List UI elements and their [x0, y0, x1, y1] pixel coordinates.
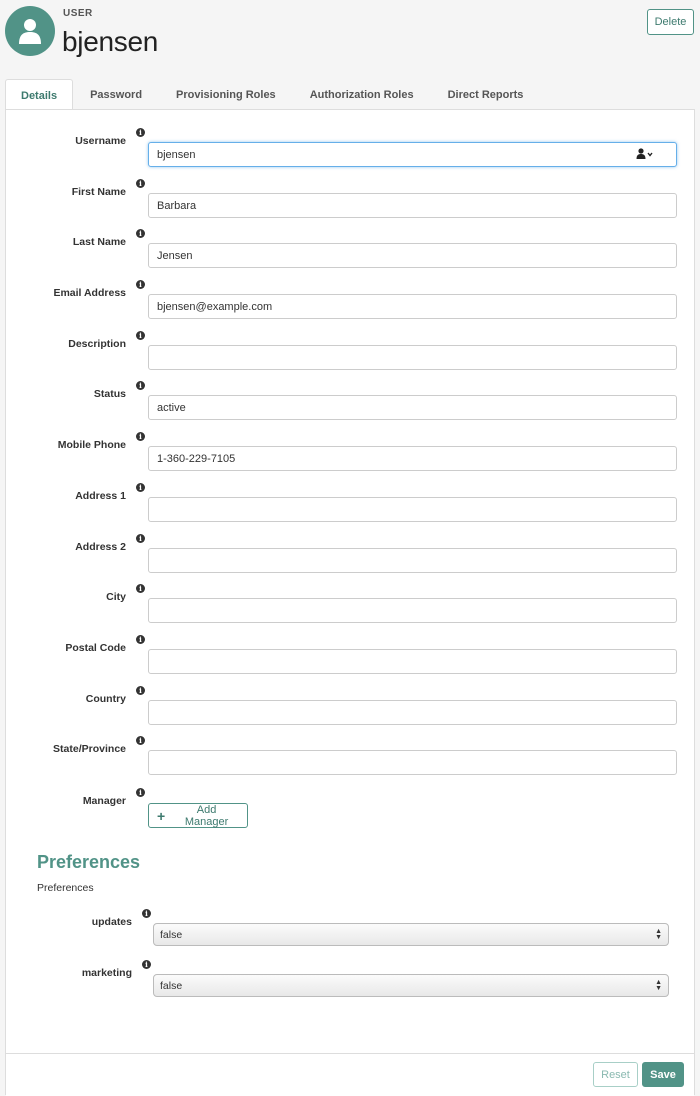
reset-button[interactable]: Reset — [593, 1062, 638, 1087]
marketing-select[interactable] — [153, 974, 669, 997]
details-panel — [5, 109, 695, 1095]
info-icon[interactable]: i — [136, 179, 145, 188]
page-header — [0, 0, 700, 78]
address2-row — [6, 534, 696, 567]
city-label: City — [106, 591, 126, 603]
mobile-phone-label: Mobile Phone — [57, 439, 126, 451]
status-input[interactable] — [148, 395, 677, 420]
updates-label: updates — [91, 916, 132, 928]
info-icon[interactable]: i — [136, 381, 145, 390]
tab-provisioning-roles[interactable]: Provisioning Roles — [176, 89, 276, 101]
tab-authorization-roles[interactable]: Authorization Roles — [309, 89, 414, 101]
info-icon[interactable]: i — [142, 960, 151, 969]
address1-row — [6, 483, 696, 516]
last-name-row — [6, 229, 696, 262]
description-label: Description — [68, 338, 126, 350]
first-name-label: First Name — [71, 186, 126, 198]
form-footer — [6, 1053, 694, 1096]
email-label: Email Address — [53, 287, 126, 299]
user-avatar-icon — [5, 6, 55, 56]
page-title: bjensen — [62, 26, 158, 57]
info-icon[interactable]: i — [136, 432, 145, 441]
manager-row — [6, 788, 696, 828]
state-province-input[interactable] — [148, 750, 677, 775]
updates-selected-value: false — [160, 928, 183, 941]
preferences-subtitle: Preferences — [37, 882, 94, 894]
address2-input[interactable] — [148, 548, 677, 573]
tab-password[interactable]: Password — [90, 89, 143, 101]
info-icon[interactable]: i — [136, 128, 145, 137]
email-row — [6, 280, 696, 313]
last-name-label: Last Name — [72, 236, 126, 248]
preferences-heading: Preferences — [37, 852, 141, 872]
marketing-selected-value: false — [160, 979, 183, 992]
info-icon[interactable]: i — [136, 736, 145, 745]
country-label: Country — [85, 693, 126, 705]
entity-type-label: USER — [63, 8, 93, 19]
first-name-row — [6, 179, 696, 212]
info-icon[interactable]: i — [136, 788, 145, 797]
country-input[interactable] — [148, 700, 677, 725]
info-icon[interactable]: i — [136, 635, 145, 644]
mobile-phone-row — [6, 432, 696, 465]
address1-input[interactable] — [148, 497, 677, 522]
first-name-input[interactable] — [148, 193, 677, 218]
delete-button[interactable]: Delete — [647, 9, 694, 35]
postal-code-row — [6, 635, 696, 668]
add-manager-label: Add Manager — [184, 803, 229, 828]
user-lookup-icon[interactable] — [636, 148, 654, 160]
postal-code-input[interactable] — [148, 649, 677, 674]
info-icon[interactable]: i — [136, 280, 145, 289]
status-label: Status — [93, 388, 126, 400]
select-arrows-icon: ▲ ▼ — [655, 927, 662, 941]
select-arrows-icon: ▲ ▼ — [655, 978, 662, 992]
city-input[interactable] — [148, 598, 677, 623]
info-icon[interactable]: i — [136, 483, 145, 492]
save-button[interactable]: Save — [642, 1062, 684, 1087]
description-input[interactable] — [148, 345, 677, 370]
add-manager-button[interactable] — [148, 803, 248, 828]
plus-icon: + — [157, 807, 166, 824]
info-icon[interactable]: i — [142, 909, 151, 918]
info-icon[interactable]: i — [136, 229, 145, 238]
city-row — [6, 584, 696, 617]
user-icon — [18, 18, 42, 44]
marketing-label: marketing — [81, 967, 132, 979]
marketing-row — [6, 960, 696, 993]
postal-code-label: Postal Code — [65, 642, 126, 654]
state-province-row — [6, 736, 696, 769]
email-input[interactable] — [148, 294, 677, 319]
mobile-phone-input[interactable] — [148, 446, 677, 471]
username-input[interactable] — [148, 142, 677, 167]
info-icon[interactable]: i — [136, 686, 145, 695]
info-icon[interactable]: i — [136, 584, 145, 593]
address1-label: Address 1 — [75, 490, 126, 502]
info-icon[interactable]: i — [136, 534, 145, 543]
address2-label: Address 2 — [75, 541, 126, 553]
tab-direct-reports[interactable]: Direct Reports — [447, 89, 524, 101]
status-row — [6, 381, 696, 414]
country-row — [6, 686, 696, 719]
last-name-input[interactable] — [148, 243, 677, 268]
updates-select[interactable] — [153, 923, 669, 946]
tab-details[interactable]: Details — [5, 79, 73, 111]
username-label: Username — [75, 135, 126, 147]
tab-bar — [5, 79, 540, 110]
manager-label: Manager — [82, 795, 126, 807]
state-province-label: State/Province — [53, 743, 126, 755]
info-icon[interactable]: i — [136, 331, 145, 340]
username-row — [6, 128, 696, 161]
description-row — [6, 331, 696, 364]
updates-row — [6, 909, 696, 942]
